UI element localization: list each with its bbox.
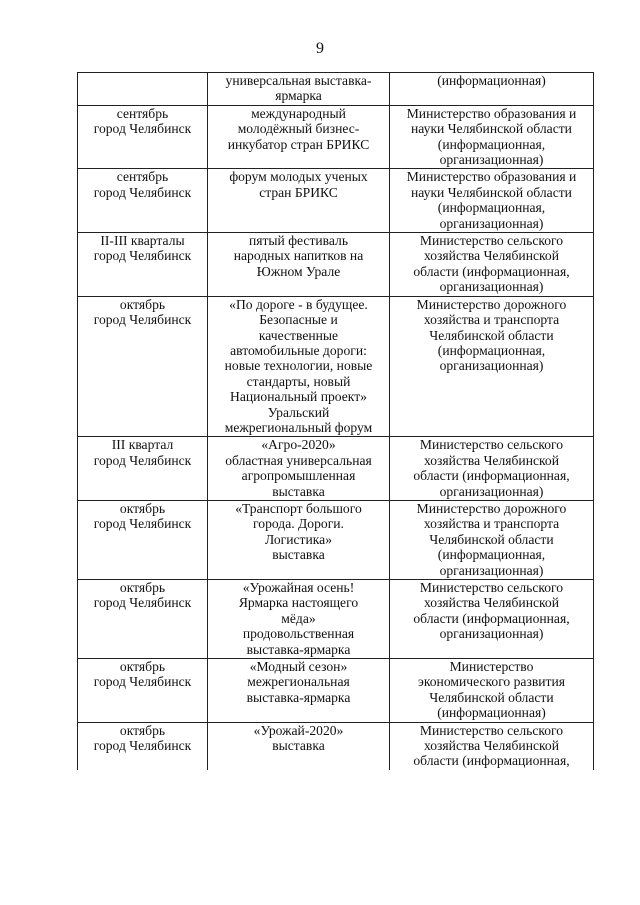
date-cell: сентябрь город Челябинск — [78, 105, 208, 169]
event-cell: «Транспорт большого города. Дороги. Логистика» выставка — [208, 500, 390, 579]
date-cell: III квартал город Челябинск — [78, 437, 208, 501]
event-cell: «Урожай-2020» выставка — [208, 722, 390, 770]
table-row — [78, 73, 594, 106]
table-row — [78, 500, 594, 579]
event-cell: «Агро-2020» областная универсальная агропромышленная выставка — [208, 437, 390, 501]
table-row — [78, 233, 594, 297]
organizer-cell: Министерство сельского хозяйства Челябинской области (информационная, — [390, 722, 594, 770]
event-cell: международный молодёжный бизнес- инкубатор стран БРИКС — [208, 105, 390, 169]
date-cell: октябрь город Челябинск — [78, 722, 208, 770]
table-row — [78, 659, 594, 723]
table-row — [78, 580, 594, 659]
table-row — [78, 296, 594, 437]
table-row — [78, 722, 594, 770]
organizer-cell: Министерство образования и науки Челябинской области (информационная, организационная) — [390, 105, 594, 169]
event-cell: универсальная выставка- ярмарка — [208, 73, 390, 106]
organizer-cell: (информационная) — [390, 73, 594, 106]
table-row — [78, 437, 594, 501]
event-cell: «Урожайная осень! Ярмарка настоящего мёда» продовольственная выставка-ярмарка — [208, 580, 390, 659]
organizer-cell: Министерство дорожного хозяйства и транспорта Челябинской области (информационная, организационная) — [390, 500, 594, 579]
date-cell: сентябрь город Челябинск — [78, 169, 208, 233]
organizer-cell: Министерство сельского хозяйства Челябинской области (информационная, организационная) — [390, 580, 594, 659]
date-cell — [78, 73, 208, 106]
organizer-cell: Министерство сельского хозяйства Челябинской области (информационная, организационная) — [390, 233, 594, 297]
event-cell: форум молодых ученых стран БРИКС — [208, 169, 390, 233]
date-cell: октябрь город Челябинск — [78, 500, 208, 579]
table-row — [78, 169, 594, 233]
date-cell: октябрь город Челябинск — [78, 296, 208, 437]
organizer-cell: Министерство дорожного хозяйства и транспорта Челябинской области (информационная, организационная) — [390, 296, 594, 437]
organizer-cell: Министерство сельского хозяйства Челябинской области (информационная, организационная) — [390, 437, 594, 501]
event-cell: пятый фестиваль народных напитков на Южном Урале — [208, 233, 390, 297]
events-table — [77, 72, 594, 770]
event-cell: «По дороге - в будущее. Безопасные и качественные автомобильные дороги: новые технологии, новые стандарты, новый Национальный проект» Уральский межрегиональный форум — [208, 296, 390, 437]
organizer-cell: Министерство экономического развития Челябинской области (информационная) — [390, 659, 594, 723]
table-row — [78, 105, 594, 169]
date-cell: октябрь город Челябинск — [78, 659, 208, 723]
date-cell: II-III кварталы город Челябинск — [78, 233, 208, 297]
date-cell: октябрь город Челябинск — [78, 580, 208, 659]
organizer-cell: Министерство образования и науки Челябинской области (информационная, организационная) — [390, 169, 594, 233]
event-cell: «Модный сезон» межрегиональная выставка-ярмарка — [208, 659, 390, 723]
page-number: 9 — [316, 40, 324, 57]
